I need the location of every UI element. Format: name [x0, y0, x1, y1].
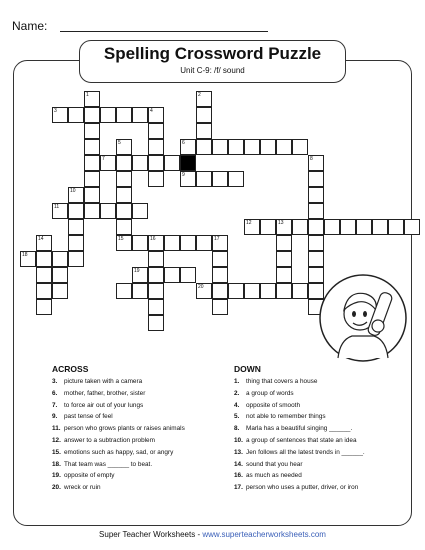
grid-cell[interactable]: [36, 251, 52, 267]
grid-cell[interactable]: [116, 283, 132, 299]
grid-cell[interactable]: [276, 139, 292, 155]
clue-text: sound that you hear: [246, 460, 303, 468]
grid-cell[interactable]: [36, 283, 52, 299]
grid-cell[interactable]: [148, 139, 164, 155]
grid-number: 18: [22, 252, 28, 258]
grid-cell[interactable]: [36, 299, 52, 315]
footer-link[interactable]: www.superteacherworksheets.com: [202, 530, 326, 539]
grid-cell[interactable]: [84, 203, 100, 219]
across-clue: [52, 390, 185, 402]
grid-number: 19: [134, 268, 140, 274]
grid-cell[interactable]: [68, 107, 84, 123]
grid-cell[interactable]: [52, 251, 68, 267]
grid-cell[interactable]: [260, 219, 276, 235]
grid-cell[interactable]: [292, 219, 308, 235]
grid-cell[interactable]: [308, 187, 324, 203]
grid-cell[interactable]: [308, 219, 324, 235]
grid-number: 2: [198, 92, 201, 98]
grid-cell[interactable]: [180, 235, 196, 251]
grid-number: 4: [150, 108, 153, 114]
clue-text: not able to remember things: [246, 413, 326, 421]
clue-number: 3.: [52, 378, 58, 385]
clue-text: picture taken with a camera: [64, 378, 143, 385]
grid-cell[interactable]: [148, 267, 164, 283]
grid-cell[interactable]: [68, 203, 84, 219]
grid-number: 15: [118, 236, 124, 242]
grid-cell[interactable]: [260, 283, 276, 299]
clue-number: 17.: [234, 484, 243, 492]
across-clue: [52, 402, 185, 414]
grid-cell[interactable]: [180, 267, 196, 283]
grid-number: 3: [54, 108, 57, 114]
name-label: Name:: [12, 19, 48, 33]
clue-text: a group of sentences that state an idea: [246, 436, 357, 444]
across-clue: [52, 378, 185, 390]
grid-cell[interactable]: [276, 267, 292, 283]
grid-number: 8: [310, 156, 313, 162]
grid-cell[interactable]: [212, 139, 228, 155]
grid-number: 14: [38, 236, 44, 242]
grid-number: 20: [198, 284, 204, 290]
grid-cell[interactable]: [196, 235, 212, 251]
grid-cell[interactable]: [196, 107, 212, 123]
grid-cell[interactable]: [116, 203, 132, 219]
grid-cell[interactable]: [308, 235, 324, 251]
grid-number: 11: [54, 204, 60, 210]
clue-number: 4.: [234, 401, 240, 409]
grid-cell[interactable]: [84, 139, 100, 155]
grid-cell[interactable]: [324, 219, 340, 235]
grid-cell[interactable]: [196, 171, 212, 187]
grid-cell[interactable]: [84, 155, 100, 171]
clue-text: opposite of empty: [64, 472, 115, 480]
grid-cell[interactable]: [132, 203, 148, 219]
grid-cell[interactable]: [84, 187, 100, 203]
grid-cell[interactable]: [228, 283, 244, 299]
grid-cell[interactable]: [276, 283, 292, 299]
grid-cell[interactable]: [132, 235, 148, 251]
footer-text: Super Teacher Worksheets -: [99, 530, 203, 539]
grid-cell[interactable]: [148, 315, 164, 331]
footer: [0, 530, 425, 539]
grid-cell[interactable]: [84, 107, 100, 123]
grid-cell[interactable]: [116, 171, 132, 187]
clue-text: a group of words: [246, 389, 294, 397]
grid-number: 12: [246, 220, 252, 226]
grid-cell[interactable]: [212, 267, 228, 283]
clue-number: 13.: [234, 448, 243, 456]
grid-cell[interactable]: [116, 219, 132, 235]
clue-number: 10.: [234, 436, 243, 444]
grid-cell[interactable]: [244, 283, 260, 299]
grid-cell[interactable]: [308, 171, 324, 187]
grid-cell[interactable]: [372, 219, 388, 235]
grid-block: [180, 155, 196, 171]
down-clue: [234, 449, 365, 461]
grid-cell[interactable]: [212, 171, 228, 187]
down-clue: [234, 484, 365, 496]
grid-cell[interactable]: [292, 139, 308, 155]
clue-text: past tense of feel: [64, 413, 113, 421]
grid-cell[interactable]: [148, 251, 164, 267]
grid-cell[interactable]: [228, 171, 244, 187]
down-clue: [234, 472, 365, 484]
down-clue: [234, 378, 365, 390]
grid-cell[interactable]: [52, 267, 68, 283]
grid-number: 16: [150, 236, 156, 242]
across-clue: [52, 413, 185, 425]
grid-cell[interactable]: [388, 219, 404, 235]
across-clue: [52, 472, 185, 484]
grid-cell[interactable]: [100, 203, 116, 219]
grid-cell[interactable]: [228, 139, 244, 155]
grid-cell[interactable]: [212, 251, 228, 267]
grid-cell[interactable]: [36, 267, 52, 283]
clue-number: 12.: [52, 436, 61, 444]
clue-number: 18.: [52, 460, 61, 468]
grid-cell[interactable]: [148, 171, 164, 187]
grid-cell[interactable]: [196, 123, 212, 139]
clue-text: Jen follows all the latest trends in ______.: [246, 448, 365, 456]
clue-text: wreck or ruin: [64, 484, 101, 492]
student-illustration: [318, 270, 408, 366]
down-clue: [234, 413, 365, 425]
grid-cell[interactable]: [340, 219, 356, 235]
grid-cell[interactable]: [164, 155, 180, 171]
grid-cell[interactable]: [404, 219, 420, 235]
grid-cell[interactable]: [132, 283, 148, 299]
clue-text: opposite of smooth: [246, 401, 300, 409]
grid-number: 5: [118, 140, 121, 146]
clue-number: 14.: [234, 460, 243, 468]
across-clue: [52, 449, 185, 461]
grid-cell[interactable]: [196, 139, 212, 155]
down-clue: [234, 402, 365, 414]
down-clue: [234, 437, 365, 449]
page-title: Spelling Crossword Puzzle: [103, 44, 322, 63]
clue-number: 11.: [52, 425, 61, 433]
clue-text: thing that covers a house: [246, 378, 318, 385]
across-clue: [52, 461, 185, 473]
across-clues: [52, 364, 185, 496]
grid-cell[interactable]: [148, 299, 164, 315]
grid-cell[interactable]: [148, 123, 164, 139]
clue-text: to force air out of your lungs: [64, 401, 144, 409]
grid-cell[interactable]: [148, 283, 164, 299]
grid-cell[interactable]: [260, 139, 276, 155]
grid-cell[interactable]: [68, 251, 84, 267]
down-clue: [234, 390, 365, 402]
grid-cell[interactable]: [68, 219, 84, 235]
grid-cell[interactable]: [68, 235, 84, 251]
clue-text: person who grows plants or raises animals: [64, 425, 185, 433]
clue-number: 20.: [52, 484, 61, 492]
grid-cell[interactable]: [132, 155, 148, 171]
grid-cell[interactable]: [164, 267, 180, 283]
grid-cell[interactable]: [308, 203, 324, 219]
grid-cell[interactable]: [132, 107, 148, 123]
grid-cell[interactable]: [212, 299, 228, 315]
across-clue: [52, 425, 185, 437]
down-clue: [234, 425, 365, 437]
grid-cell[interactable]: [292, 283, 308, 299]
grid-cell[interactable]: [116, 155, 132, 171]
grid-cell[interactable]: [84, 123, 100, 139]
grid-number: 6: [182, 140, 185, 146]
clue-number: 7.: [52, 401, 58, 409]
clue-number: 8.: [234, 425, 240, 433]
grid-cell[interactable]: [116, 107, 132, 123]
grid-number: 1: [86, 92, 89, 98]
grid-number: 17: [214, 236, 220, 242]
clue-text: That team was ______ to beat.: [64, 460, 153, 468]
clue-number: 1.: [234, 378, 240, 385]
grid-cell[interactable]: [308, 251, 324, 267]
clue-text: answer to a subtraction problem: [64, 436, 155, 444]
grid-cell[interactable]: [356, 219, 372, 235]
grid-number: 13: [278, 220, 284, 226]
grid-number: 10: [70, 188, 76, 194]
clue-text: as much as needed: [246, 472, 302, 480]
clue-number: 16.: [234, 472, 243, 480]
clue-number: 5.: [234, 413, 240, 421]
clue-text: mother, father, brother, sister: [64, 389, 146, 397]
clue-number: 15.: [52, 448, 61, 456]
grid-cell[interactable]: [164, 235, 180, 251]
grid-cell[interactable]: [212, 283, 228, 299]
across-heading: ACROSS: [52, 364, 89, 374]
grid-number: 9: [182, 172, 185, 178]
down-heading: DOWN: [234, 364, 261, 374]
grid-cell[interactable]: [276, 235, 292, 251]
across-clue: [52, 484, 185, 496]
grid-cell[interactable]: [52, 283, 68, 299]
grid-cell[interactable]: [116, 187, 132, 203]
grid-cell[interactable]: [276, 251, 292, 267]
down-clue: [234, 461, 365, 473]
clue-number: 19.: [52, 472, 61, 480]
clue-text: emotions such as happy, sad, or angry: [64, 448, 174, 456]
clue-number: 9.: [52, 413, 58, 421]
clue-number: 6.: [52, 389, 58, 397]
grid-number: 7: [102, 156, 105, 162]
page-subtitle: Unit C-9: /f/ sound: [180, 66, 245, 75]
grid-cell[interactable]: [84, 171, 100, 187]
clue-text: person who uses a putter, driver, or iron: [246, 484, 359, 492]
clue-number: 2.: [234, 389, 240, 397]
grid-cell[interactable]: [100, 107, 116, 123]
grid-cell[interactable]: [244, 139, 260, 155]
clue-text: Marla has a beautiful singing ______.: [246, 425, 353, 433]
across-clue: [52, 437, 185, 449]
grid-cell[interactable]: [148, 155, 164, 171]
down-clues: [234, 364, 365, 496]
